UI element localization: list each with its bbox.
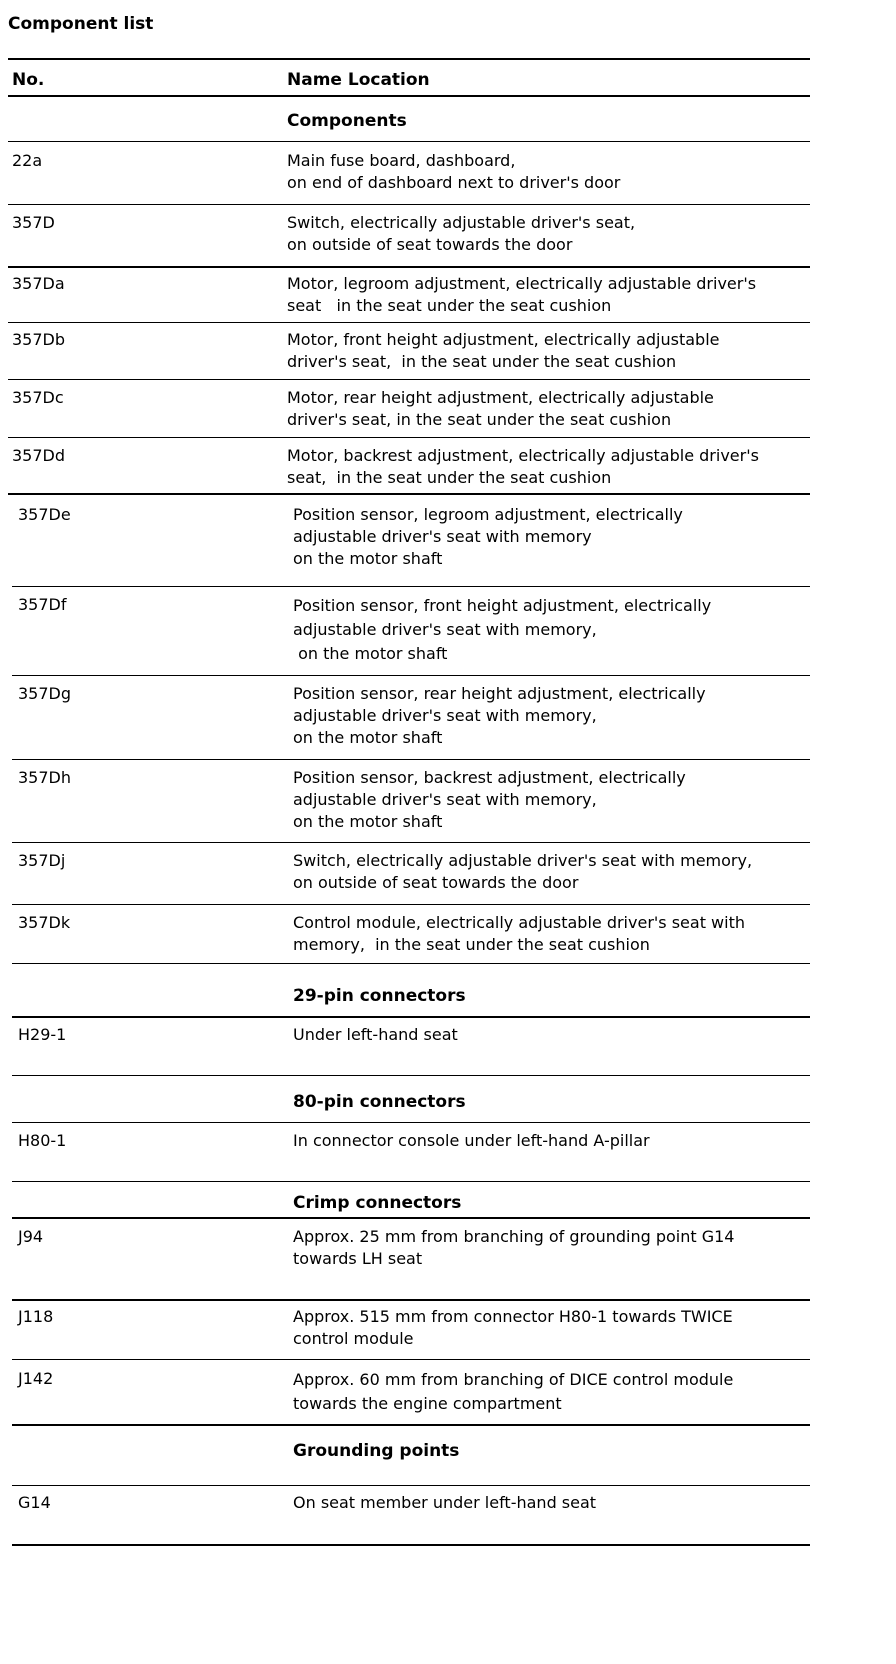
row-no: G14 [18,1493,51,1512]
row-divider [12,1424,810,1426]
row-text: In connector console under left-hand A-pillar [293,1131,650,1150]
header-no: No. [12,70,45,90]
row-no: 357Dh [18,768,71,787]
row-no: 357De [18,505,71,524]
row-no: J118 [18,1307,54,1326]
row-no: 357Da [12,274,65,293]
row-text: Position sensor, backrest adjustment, electrically adjustable driver's seat with memory, on the motor shaft [293,768,686,831]
row-divider [8,493,810,495]
row-no: 357D [12,213,55,232]
row-text: Position sensor, legroom adjustment, electrically adjustable driver's seat with memory on the motor shaft [293,505,683,568]
section-rule [12,1217,810,1219]
section-grounding-points: Grounding points [293,1441,460,1461]
row-text: Switch, electrically adjustable driver's seat, on outside of seat towards the door [287,213,636,254]
row-text: Position sensor, front height adjustment, electrically adjustable driver's seat with memory, on the motor shaft [293,596,712,663]
section-rule [12,1485,810,1486]
row-text: Approx. 25 mm from branching of grounding point G14 towards LH seat [293,1227,735,1268]
row-text: Approx. 60 mm from branching of DICE control module towards the engine compartment [293,1370,734,1413]
row-no: J142 [18,1369,54,1388]
row-no: 357Df [18,595,67,614]
row-divider [12,1299,810,1301]
section-rule [12,1122,810,1123]
header-name-location: Name Location [287,70,430,90]
row-no: 357Dg [18,684,72,703]
row-text: Motor, rear height adjustment, electrically adjustable driver's seat, in the seat under the seat cushion [287,388,714,429]
section-crimp-connectors: Crimp connectors [293,1193,462,1213]
row-no: 357Dj [18,851,66,870]
row-text: Control module, electrically adjustable driver's seat with memory, in the seat under the seat cushion [293,913,745,954]
row-text: Motor, backrest adjustment, electrically adjustable driver's seat, in the seat under the seat cushion [287,446,759,487]
row-no: J94 [18,1227,44,1246]
section-80-pin-connectors: 80-pin connectors [293,1092,466,1112]
row-text: On seat member under left-hand seat [293,1493,597,1512]
header-rule [8,95,810,97]
row-divider [12,842,810,843]
row-divider [8,437,810,438]
row-divider [8,141,810,142]
section-components: Components [287,111,407,131]
table-bottom-rule [12,1544,810,1546]
row-divider [12,1181,810,1182]
row-divider [8,379,810,380]
row-text: Motor, front height adjustment, electrically adjustable driver's seat, in the seat under the seat cushion [287,330,720,371]
page-title: Component list [8,14,154,34]
row-divider [12,904,810,905]
row-no: H80-1 [18,1131,67,1150]
row-divider [8,204,810,205]
row-divider [8,266,810,268]
row-text: Position sensor, rear height adjustment, electrically adjustable driver's seat with memory, on the motor shaft [293,684,706,747]
row-text: Main fuse board, dashboard, on end of dashboard next to driver's door [287,151,621,192]
row-text: Motor, legroom adjustment, electrically adjustable driver's seat in the seat under the seat cushion [287,274,757,315]
row-no: 357Dc [12,388,64,407]
row-divider [12,1359,810,1360]
row-divider [12,586,810,587]
row-divider [12,759,810,760]
row-no: 357Db [12,330,66,349]
row-no: 22a [12,151,43,170]
row-text: Under left-hand seat [293,1025,458,1044]
row-text: Approx. 515 mm from connector H80-1 towards TWICE control module [293,1307,733,1348]
section-29-pin-connectors: 29-pin connectors [293,986,466,1006]
row-divider [8,322,810,323]
row-text: Switch, electrically adjustable driver's seat with memory, on outside of seat towards the door [293,851,753,892]
row-divider [12,963,810,964]
row-divider [12,1075,810,1076]
table-top-rule [8,58,810,60]
row-no: 357Dd [12,446,66,465]
row-divider [12,675,810,676]
section-rule [12,1016,810,1018]
row-no: 357Dk [18,913,71,932]
row-no: H29-1 [18,1025,67,1044]
